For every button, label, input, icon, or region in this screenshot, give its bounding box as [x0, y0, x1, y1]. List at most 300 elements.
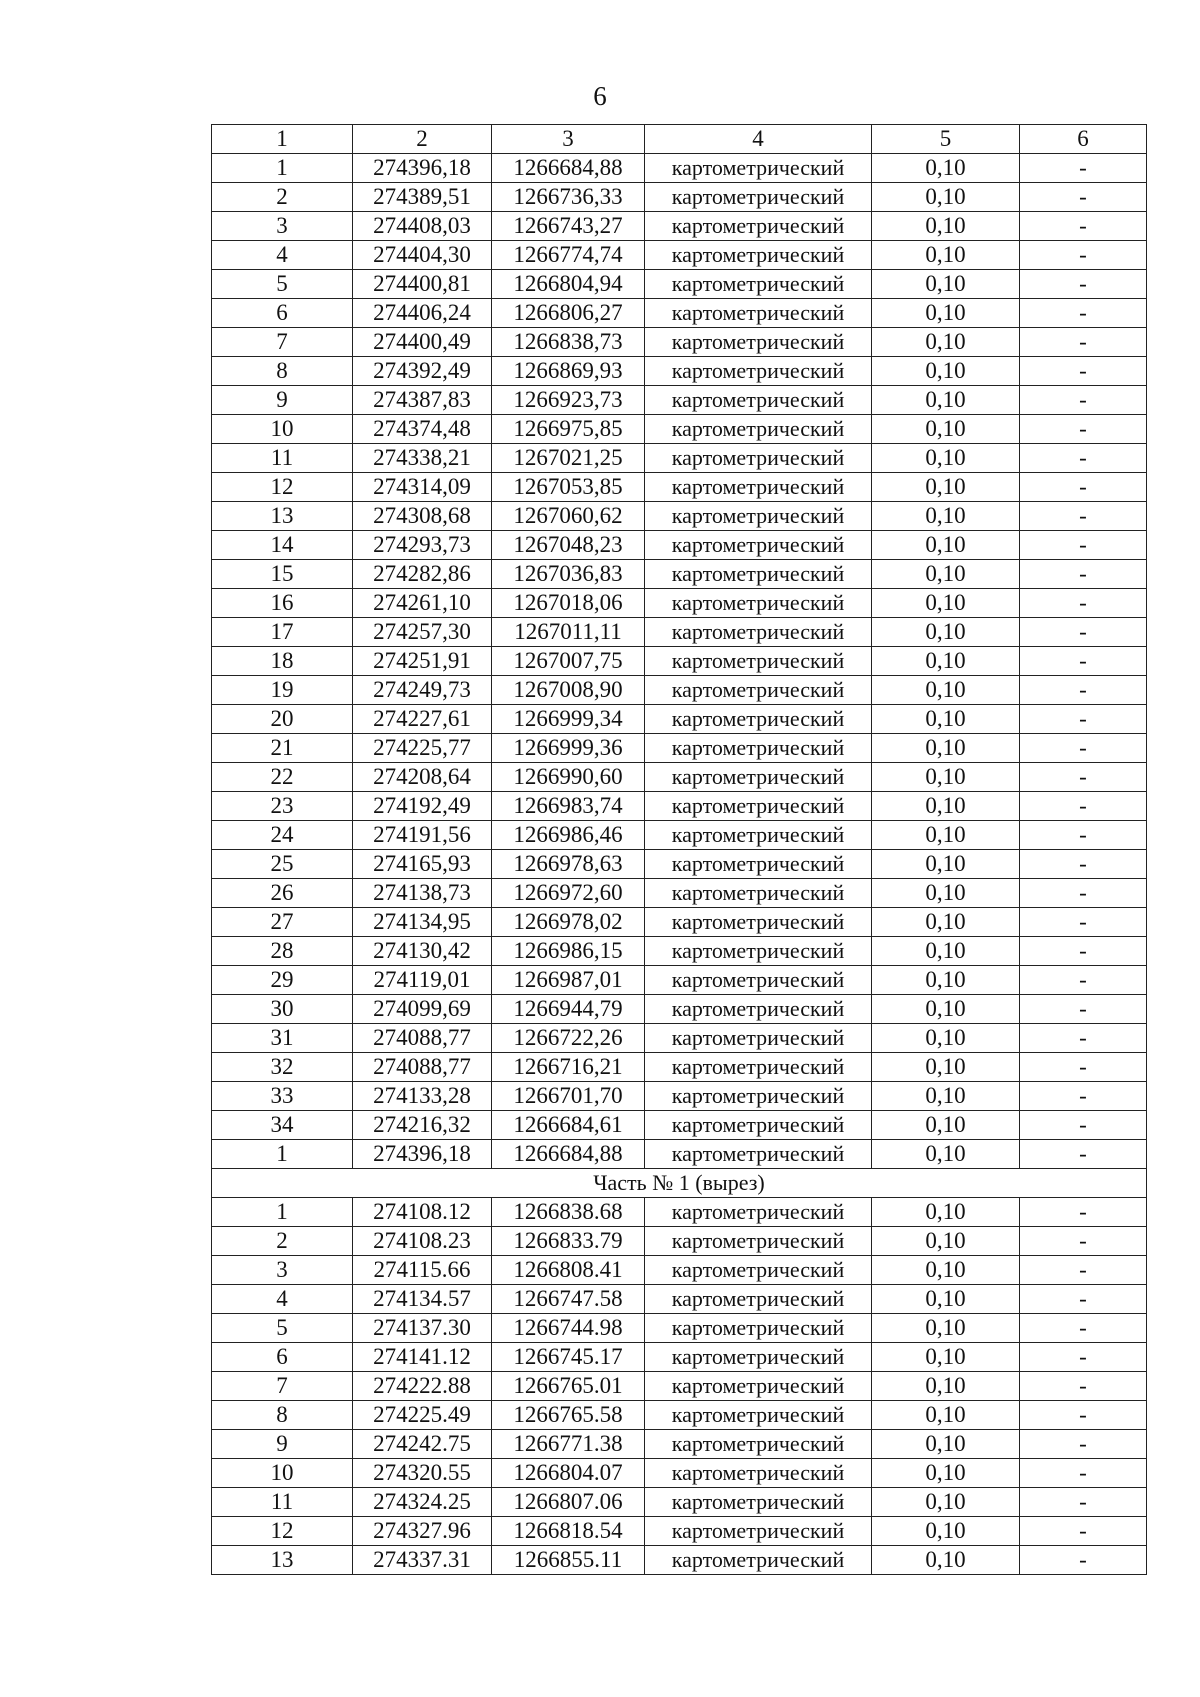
- table-row: [212, 1314, 1147, 1343]
- note-cell: -: [1020, 1285, 1147, 1314]
- table-row: [212, 183, 1147, 212]
- x-coordinate-cell: 274337.31: [353, 1546, 492, 1575]
- method-cell: картометрический: [645, 1401, 872, 1430]
- method-cell: картометрический: [645, 1459, 872, 1488]
- y-coordinate-cell: 1266838.68: [492, 1198, 645, 1227]
- accuracy-cell: 0,10: [872, 705, 1020, 734]
- accuracy-cell: 0,10: [872, 647, 1020, 676]
- note-cell: -: [1020, 1024, 1147, 1053]
- accuracy-cell: 0,10: [872, 270, 1020, 299]
- method-cell: картометрический: [645, 357, 872, 386]
- accuracy-cell: 0,10: [872, 1082, 1020, 1111]
- y-coordinate-cell: 1266999,34: [492, 705, 645, 734]
- x-coordinate-cell: 274088,77: [353, 1024, 492, 1053]
- point-number-cell: 31: [212, 1024, 353, 1053]
- x-coordinate-cell: 274406,24: [353, 299, 492, 328]
- method-cell: картометрический: [645, 1285, 872, 1314]
- method-cell: картометрический: [645, 966, 872, 995]
- accuracy-cell: 0,10: [872, 1285, 1020, 1314]
- method-cell: картометрический: [645, 444, 872, 473]
- y-coordinate-cell: 1266975,85: [492, 415, 645, 444]
- point-number-cell: 23: [212, 792, 353, 821]
- y-coordinate-cell: 1267021,25: [492, 444, 645, 473]
- method-cell: картометрический: [645, 1198, 872, 1227]
- table-row: [212, 1546, 1147, 1575]
- note-cell: -: [1020, 937, 1147, 966]
- y-coordinate-cell: 1267008,90: [492, 676, 645, 705]
- accuracy-cell: 0,10: [872, 560, 1020, 589]
- point-number-cell: 1: [212, 154, 353, 183]
- note-cell: -: [1020, 734, 1147, 763]
- x-coordinate-cell: 274088,77: [353, 1053, 492, 1082]
- note-cell: -: [1020, 705, 1147, 734]
- method-cell: картометрический: [645, 473, 872, 502]
- point-number-cell: 10: [212, 1459, 353, 1488]
- method-cell: картометрический: [645, 415, 872, 444]
- x-coordinate-cell: 274374,48: [353, 415, 492, 444]
- note-cell: -: [1020, 995, 1147, 1024]
- table-row: [212, 589, 1147, 618]
- point-number-cell: 7: [212, 1372, 353, 1401]
- x-coordinate-cell: 274249,73: [353, 676, 492, 705]
- accuracy-cell: 0,10: [872, 937, 1020, 966]
- y-coordinate-cell: 1266804,94: [492, 270, 645, 299]
- table-row: [212, 270, 1147, 299]
- method-cell: картометрический: [645, 1430, 872, 1459]
- table-row: [212, 386, 1147, 415]
- note-cell: -: [1020, 618, 1147, 647]
- point-number-cell: 3: [212, 212, 353, 241]
- x-coordinate-cell: 274282,86: [353, 560, 492, 589]
- note-cell: -: [1020, 1372, 1147, 1401]
- point-number-cell: 14: [212, 531, 353, 560]
- point-number-cell: 11: [212, 444, 353, 473]
- note-cell: -: [1020, 1111, 1147, 1140]
- note-cell: -: [1020, 415, 1147, 444]
- y-coordinate-cell: 1266745.17: [492, 1343, 645, 1372]
- accuracy-cell: 0,10: [872, 1053, 1020, 1082]
- table-row: [212, 299, 1147, 328]
- method-cell: картометрический: [645, 705, 872, 734]
- method-cell: картометрический: [645, 560, 872, 589]
- header-cell: 3: [492, 125, 645, 154]
- point-number-cell: 19: [212, 676, 353, 705]
- note-cell: -: [1020, 908, 1147, 937]
- table-row: [212, 328, 1147, 357]
- point-number-cell: 28: [212, 937, 353, 966]
- y-coordinate-cell: 1266701,70: [492, 1082, 645, 1111]
- note-cell: -: [1020, 328, 1147, 357]
- x-coordinate-cell: 274389,51: [353, 183, 492, 212]
- accuracy-cell: 0,10: [872, 502, 1020, 531]
- point-number-cell: 7: [212, 328, 353, 357]
- y-coordinate-cell: 1266807.06: [492, 1488, 645, 1517]
- x-coordinate-cell: 274314,09: [353, 473, 492, 502]
- accuracy-cell: 0,10: [872, 966, 1020, 995]
- x-coordinate-cell: 274225,77: [353, 734, 492, 763]
- table-row: [212, 821, 1147, 850]
- accuracy-cell: 0,10: [872, 1227, 1020, 1256]
- table-row: [212, 1227, 1147, 1256]
- note-cell: -: [1020, 357, 1147, 386]
- accuracy-cell: 0,10: [872, 328, 1020, 357]
- method-cell: картометрический: [645, 1314, 872, 1343]
- table-row: [212, 154, 1147, 183]
- y-coordinate-cell: 1267018,06: [492, 589, 645, 618]
- table-row: [212, 618, 1147, 647]
- header-cell: 4: [645, 125, 872, 154]
- note-cell: -: [1020, 1256, 1147, 1285]
- table-row: [212, 1256, 1147, 1285]
- note-cell: -: [1020, 386, 1147, 415]
- x-coordinate-cell: 274257,30: [353, 618, 492, 647]
- table-row: [212, 792, 1147, 821]
- y-coordinate-cell: 1266744.98: [492, 1314, 645, 1343]
- accuracy-cell: 0,10: [872, 1140, 1020, 1169]
- method-cell: картометрический: [645, 1024, 872, 1053]
- point-number-cell: 2: [212, 183, 353, 212]
- accuracy-cell: 0,10: [872, 908, 1020, 937]
- y-coordinate-cell: 1267048,23: [492, 531, 645, 560]
- x-coordinate-cell: 274191,56: [353, 821, 492, 850]
- accuracy-cell: 0,10: [872, 1024, 1020, 1053]
- table-row: [212, 1488, 1147, 1517]
- method-cell: картометрический: [645, 1082, 872, 1111]
- accuracy-cell: 0,10: [872, 1430, 1020, 1459]
- point-number-cell: 13: [212, 1546, 353, 1575]
- method-cell: картометрический: [645, 212, 872, 241]
- table-row: [212, 1401, 1147, 1430]
- method-cell: картометрический: [645, 1140, 872, 1169]
- point-number-cell: 15: [212, 560, 353, 589]
- table-row: [212, 212, 1147, 241]
- table-row: [212, 1372, 1147, 1401]
- accuracy-cell: 0,10: [872, 1546, 1020, 1575]
- x-coordinate-cell: 274108.23: [353, 1227, 492, 1256]
- point-number-cell: 16: [212, 589, 353, 618]
- y-coordinate-cell: 1266804.07: [492, 1459, 645, 1488]
- method-cell: картометрический: [645, 995, 872, 1024]
- method-cell: картометрический: [645, 676, 872, 705]
- method-cell: картометрический: [645, 734, 872, 763]
- point-number-cell: 27: [212, 908, 353, 937]
- note-cell: -: [1020, 1053, 1147, 1082]
- y-coordinate-cell: 1266736,33: [492, 183, 645, 212]
- table-row: [212, 473, 1147, 502]
- table-row: [212, 734, 1147, 763]
- point-number-cell: 10: [212, 415, 353, 444]
- note-cell: -: [1020, 1314, 1147, 1343]
- y-coordinate-cell: 1266978,63: [492, 850, 645, 879]
- y-coordinate-cell: 1266990,60: [492, 763, 645, 792]
- y-coordinate-cell: 1266855.11: [492, 1546, 645, 1575]
- point-number-cell: 9: [212, 386, 353, 415]
- x-coordinate-cell: 274115.66: [353, 1256, 492, 1285]
- method-cell: картометрический: [645, 154, 872, 183]
- accuracy-cell: 0,10: [872, 531, 1020, 560]
- accuracy-cell: 0,10: [872, 763, 1020, 792]
- accuracy-cell: 0,10: [872, 734, 1020, 763]
- method-cell: картометрический: [645, 937, 872, 966]
- note-cell: -: [1020, 821, 1147, 850]
- x-coordinate-cell: 274141.12: [353, 1343, 492, 1372]
- x-coordinate-cell: 274396,18: [353, 154, 492, 183]
- note-cell: -: [1020, 473, 1147, 502]
- x-coordinate-cell: 274400,81: [353, 270, 492, 299]
- point-number-cell: 1: [212, 1198, 353, 1227]
- table-row: [212, 1430, 1147, 1459]
- method-cell: картометрический: [645, 270, 872, 299]
- accuracy-cell: 0,10: [872, 1488, 1020, 1517]
- table-row: [212, 850, 1147, 879]
- y-coordinate-cell: 1266808.41: [492, 1256, 645, 1285]
- y-coordinate-cell: 1266765.01: [492, 1372, 645, 1401]
- x-coordinate-cell: 274099,69: [353, 995, 492, 1024]
- header-cell: 5: [872, 125, 1020, 154]
- note-cell: -: [1020, 1198, 1147, 1227]
- note-cell: -: [1020, 444, 1147, 473]
- method-cell: картометрический: [645, 1111, 872, 1140]
- y-coordinate-cell: 1266765.58: [492, 1401, 645, 1430]
- table-row: [212, 763, 1147, 792]
- point-number-cell: 4: [212, 241, 353, 270]
- x-coordinate-cell: 274327.96: [353, 1517, 492, 1546]
- table-row: [212, 1198, 1147, 1227]
- note-cell: -: [1020, 1082, 1147, 1111]
- y-coordinate-cell: 1266716,21: [492, 1053, 645, 1082]
- point-number-cell: 12: [212, 473, 353, 502]
- point-number-cell: 2: [212, 1227, 353, 1256]
- x-coordinate-cell: 274134,95: [353, 908, 492, 937]
- table-row: [212, 241, 1147, 270]
- x-coordinate-cell: 274396,18: [353, 1140, 492, 1169]
- x-coordinate-cell: 274320.55: [353, 1459, 492, 1488]
- table-row: [212, 357, 1147, 386]
- accuracy-cell: 0,10: [872, 444, 1020, 473]
- table-row: [212, 995, 1147, 1024]
- x-coordinate-cell: 274251,91: [353, 647, 492, 676]
- note-cell: -: [1020, 502, 1147, 531]
- method-cell: картометрический: [645, 299, 872, 328]
- method-cell: картометрический: [645, 763, 872, 792]
- x-coordinate-cell: 274137.30: [353, 1314, 492, 1343]
- method-cell: картометрический: [645, 908, 872, 937]
- accuracy-cell: 0,10: [872, 1372, 1020, 1401]
- method-cell: картометрический: [645, 386, 872, 415]
- note-cell: -: [1020, 560, 1147, 589]
- point-number-cell: 6: [212, 299, 353, 328]
- note-cell: -: [1020, 1488, 1147, 1517]
- point-number-cell: 34: [212, 1111, 353, 1140]
- note-cell: -: [1020, 879, 1147, 908]
- y-coordinate-cell: 1266986,46: [492, 821, 645, 850]
- point-number-cell: 22: [212, 763, 353, 792]
- point-number-cell: 8: [212, 1401, 353, 1430]
- x-coordinate-cell: 274227,61: [353, 705, 492, 734]
- accuracy-cell: 0,10: [872, 1459, 1020, 1488]
- table-row: [212, 1285, 1147, 1314]
- header-row: [212, 125, 1147, 154]
- point-number-cell: 29: [212, 966, 353, 995]
- point-number-cell: 3: [212, 1256, 353, 1285]
- x-coordinate-cell: 274400,49: [353, 328, 492, 357]
- y-coordinate-cell: 1266972,60: [492, 879, 645, 908]
- y-coordinate-cell: 1267036,83: [492, 560, 645, 589]
- header-cell: 6: [1020, 125, 1147, 154]
- y-coordinate-cell: 1266771.38: [492, 1430, 645, 1459]
- point-number-cell: 21: [212, 734, 353, 763]
- point-number-cell: 17: [212, 618, 353, 647]
- y-coordinate-cell: 1266684,88: [492, 1140, 645, 1169]
- note-cell: -: [1020, 1343, 1147, 1372]
- x-coordinate-cell: 274216,32: [353, 1111, 492, 1140]
- method-cell: картометрический: [645, 183, 872, 212]
- note-cell: -: [1020, 154, 1147, 183]
- x-coordinate-cell: 274134.57: [353, 1285, 492, 1314]
- note-cell: -: [1020, 1459, 1147, 1488]
- method-cell: картометрический: [645, 821, 872, 850]
- y-coordinate-cell: 1266978,02: [492, 908, 645, 937]
- point-number-cell: 6: [212, 1343, 353, 1372]
- y-coordinate-cell: 1267007,75: [492, 647, 645, 676]
- section-header-row: [212, 1169, 1147, 1198]
- x-coordinate-cell: 274293,73: [353, 531, 492, 560]
- accuracy-cell: 0,10: [872, 357, 1020, 386]
- point-number-cell: 5: [212, 270, 353, 299]
- y-coordinate-cell: 1266818.54: [492, 1517, 645, 1546]
- note-cell: -: [1020, 270, 1147, 299]
- x-coordinate-cell: 274338,21: [353, 444, 492, 473]
- accuracy-cell: 0,10: [872, 299, 1020, 328]
- table-row: [212, 1053, 1147, 1082]
- x-coordinate-cell: 274387,83: [353, 386, 492, 415]
- section-title: Часть № 1 (вырез): [212, 1169, 1147, 1198]
- point-number-cell: 33: [212, 1082, 353, 1111]
- y-coordinate-cell: 1266806,27: [492, 299, 645, 328]
- note-cell: -: [1020, 647, 1147, 676]
- table-row: [212, 1459, 1147, 1488]
- table-row: [212, 1111, 1147, 1140]
- x-coordinate-cell: 274308,68: [353, 502, 492, 531]
- y-coordinate-cell: 1267060,62: [492, 502, 645, 531]
- method-cell: картометрический: [645, 531, 872, 560]
- accuracy-cell: 0,10: [872, 1517, 1020, 1546]
- accuracy-cell: 0,10: [872, 1314, 1020, 1343]
- table-row: [212, 1140, 1147, 1169]
- x-coordinate-cell: 274324.25: [353, 1488, 492, 1517]
- accuracy-cell: 0,10: [872, 386, 1020, 415]
- table-row: [212, 531, 1147, 560]
- table-body: [212, 125, 1147, 1575]
- y-coordinate-cell: 1266923,73: [492, 386, 645, 415]
- y-coordinate-cell: 1266869,93: [492, 357, 645, 386]
- y-coordinate-cell: 1266774,74: [492, 241, 645, 270]
- y-coordinate-cell: 1266944,79: [492, 995, 645, 1024]
- x-coordinate-cell: 274130,42: [353, 937, 492, 966]
- point-number-cell: 9: [212, 1430, 353, 1459]
- accuracy-cell: 0,10: [872, 241, 1020, 270]
- method-cell: картометрический: [645, 1343, 872, 1372]
- accuracy-cell: 0,10: [872, 1256, 1020, 1285]
- table-row: [212, 1024, 1147, 1053]
- header-cell: 2: [353, 125, 492, 154]
- accuracy-cell: 0,10: [872, 879, 1020, 908]
- x-coordinate-cell: 274392,49: [353, 357, 492, 386]
- x-coordinate-cell: 274222.88: [353, 1372, 492, 1401]
- method-cell: картометрический: [645, 1256, 872, 1285]
- y-coordinate-cell: 1266747.58: [492, 1285, 645, 1314]
- table-row: [212, 415, 1147, 444]
- note-cell: -: [1020, 299, 1147, 328]
- y-coordinate-cell: 1266722,26: [492, 1024, 645, 1053]
- accuracy-cell: 0,10: [872, 821, 1020, 850]
- x-coordinate-cell: 274138,73: [353, 879, 492, 908]
- method-cell: картометрический: [645, 502, 872, 531]
- table-row: [212, 444, 1147, 473]
- method-cell: картометрический: [645, 1227, 872, 1256]
- header-cell: 1: [212, 125, 353, 154]
- accuracy-cell: 0,10: [872, 1111, 1020, 1140]
- accuracy-cell: 0,10: [872, 154, 1020, 183]
- accuracy-cell: 0,10: [872, 415, 1020, 444]
- method-cell: картометрический: [645, 850, 872, 879]
- point-number-cell: 25: [212, 850, 353, 879]
- accuracy-cell: 0,10: [872, 212, 1020, 241]
- point-number-cell: 13: [212, 502, 353, 531]
- table-row: [212, 705, 1147, 734]
- method-cell: картометрический: [645, 879, 872, 908]
- note-cell: -: [1020, 850, 1147, 879]
- point-number-cell: 30: [212, 995, 353, 1024]
- y-coordinate-cell: 1266983,74: [492, 792, 645, 821]
- y-coordinate-cell: 1266743,27: [492, 212, 645, 241]
- method-cell: картометрический: [645, 1488, 872, 1517]
- table-row: [212, 879, 1147, 908]
- point-number-cell: 18: [212, 647, 353, 676]
- accuracy-cell: 0,10: [872, 1343, 1020, 1372]
- table-row: [212, 1343, 1147, 1372]
- table-row: [212, 676, 1147, 705]
- x-coordinate-cell: 274165,93: [353, 850, 492, 879]
- table-row: [212, 937, 1147, 966]
- accuracy-cell: 0,10: [872, 676, 1020, 705]
- note-cell: -: [1020, 1546, 1147, 1575]
- point-number-cell: 12: [212, 1517, 353, 1546]
- y-coordinate-cell: 1266833.79: [492, 1227, 645, 1256]
- table-row: [212, 1517, 1147, 1546]
- method-cell: картометрический: [645, 1517, 872, 1546]
- accuracy-cell: 0,10: [872, 618, 1020, 647]
- method-cell: картометрический: [645, 647, 872, 676]
- method-cell: картометрический: [645, 589, 872, 618]
- table-row: [212, 908, 1147, 937]
- note-cell: -: [1020, 763, 1147, 792]
- x-coordinate-cell: 274404,30: [353, 241, 492, 270]
- table-row: [212, 1082, 1147, 1111]
- accuracy-cell: 0,10: [872, 473, 1020, 502]
- note-cell: -: [1020, 212, 1147, 241]
- method-cell: картометрический: [645, 792, 872, 821]
- note-cell: -: [1020, 531, 1147, 560]
- x-coordinate-cell: 274242.75: [353, 1430, 492, 1459]
- point-number-cell: 20: [212, 705, 353, 734]
- accuracy-cell: 0,10: [872, 995, 1020, 1024]
- point-number-cell: 32: [212, 1053, 353, 1082]
- x-coordinate-cell: 274119,01: [353, 966, 492, 995]
- accuracy-cell: 0,10: [872, 1401, 1020, 1430]
- point-number-cell: 24: [212, 821, 353, 850]
- point-number-cell: 4: [212, 1285, 353, 1314]
